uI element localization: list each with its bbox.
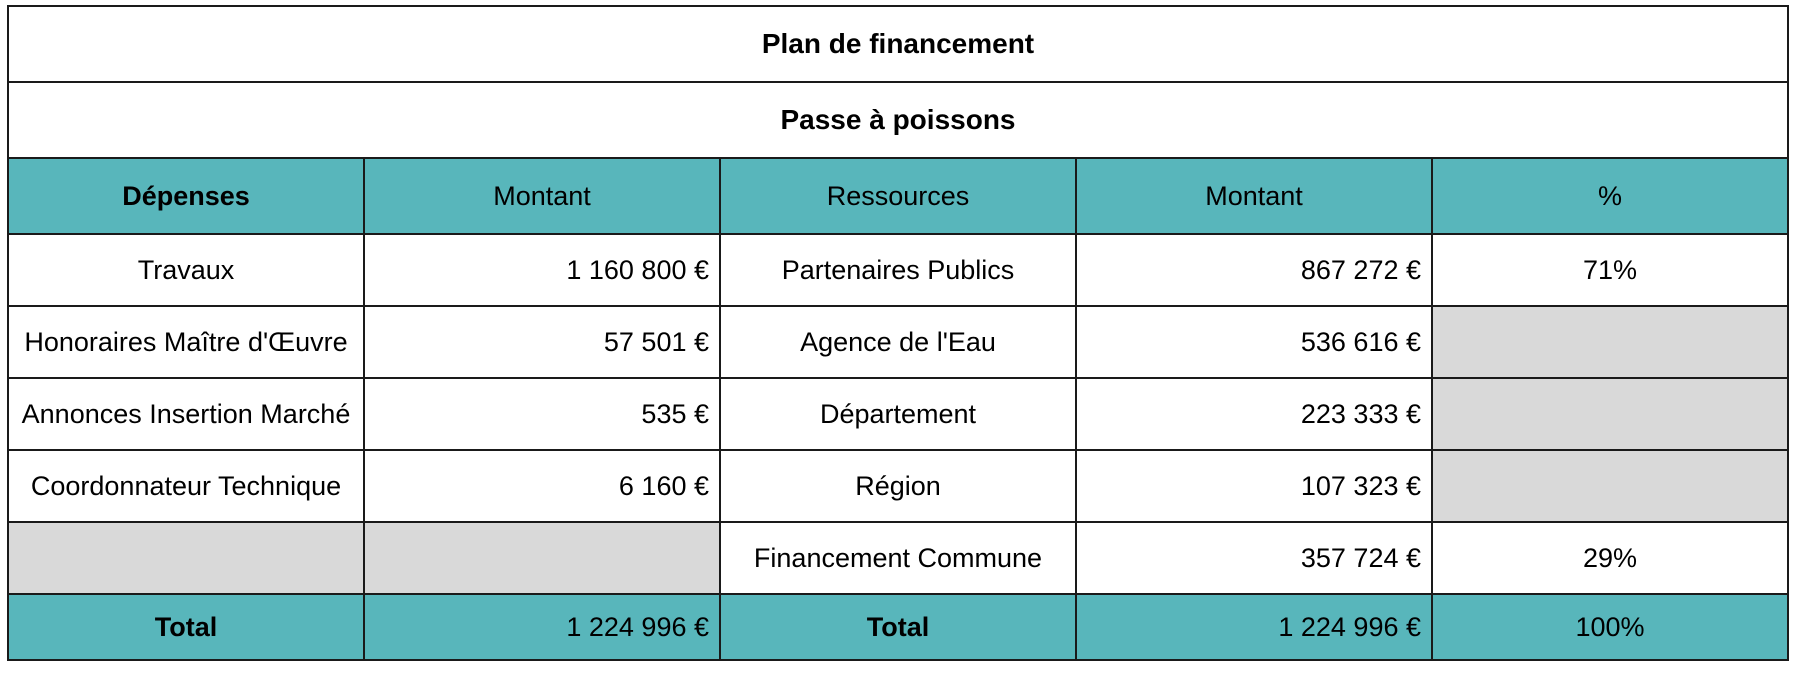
cell-montant-depense[interactable]: 1 160 800 € <box>364 234 720 306</box>
cell-montant-depense-empty[interactable] <box>364 522 720 594</box>
cell-percent-empty[interactable] <box>1432 378 1788 450</box>
header-montant-depenses[interactable]: Montant <box>364 158 720 234</box>
total-row <box>8 594 1788 660</box>
cell-ressource[interactable]: Agence de l'Eau <box>720 306 1076 378</box>
table-title[interactable]: Plan de financement <box>8 6 1788 82</box>
table-subtitle[interactable]: Passe à poissons <box>8 82 1788 158</box>
table-row <box>8 522 1788 594</box>
total-percent[interactable]: 100% <box>1432 594 1788 660</box>
cell-percent[interactable]: 29% <box>1432 522 1788 594</box>
cell-ressource[interactable]: Région <box>720 450 1076 522</box>
cell-percent-empty[interactable] <box>1432 450 1788 522</box>
cell-depense-empty[interactable] <box>8 522 364 594</box>
cell-ressource[interactable]: Département <box>720 378 1076 450</box>
total-label-ressources[interactable]: Total <box>720 594 1076 660</box>
header-ressources[interactable]: Ressources <box>720 158 1076 234</box>
cell-percent[interactable]: 71% <box>1432 234 1788 306</box>
cell-montant-ressource[interactable]: 107 323 € <box>1076 450 1432 522</box>
cell-depense[interactable]: Coordonnateur Technique <box>8 450 364 522</box>
cell-ressource[interactable]: Financement Commune <box>720 522 1076 594</box>
header-montant-ressources[interactable]: Montant <box>1076 158 1432 234</box>
total-montant-ressources[interactable]: 1 224 996 € <box>1076 594 1432 660</box>
table-row <box>8 450 1788 522</box>
table-row <box>8 234 1788 306</box>
header-depenses[interactable]: Dépenses <box>8 158 364 234</box>
table-row <box>8 306 1788 378</box>
cell-depense[interactable]: Travaux <box>8 234 364 306</box>
cell-ressource[interactable]: Partenaires Publics <box>720 234 1076 306</box>
financing-table <box>7 5 1789 661</box>
total-label-depenses[interactable]: Total <box>8 594 364 660</box>
cell-montant-ressource[interactable]: 357 724 € <box>1076 522 1432 594</box>
total-montant-depenses[interactable]: 1 224 996 € <box>364 594 720 660</box>
title-row <box>8 6 1788 82</box>
cell-montant-depense[interactable]: 535 € <box>364 378 720 450</box>
cell-depense[interactable]: Annonces Insertion Marché <box>8 378 364 450</box>
header-percent[interactable]: % <box>1432 158 1788 234</box>
financing-plan-sheet <box>7 5 1787 661</box>
cell-montant-ressource[interactable]: 223 333 € <box>1076 378 1432 450</box>
cell-montant-depense[interactable]: 6 160 € <box>364 450 720 522</box>
cell-depense[interactable]: Honoraires Maître d'Œuvre <box>8 306 364 378</box>
header-row <box>8 158 1788 234</box>
cell-montant-ressource[interactable]: 867 272 € <box>1076 234 1432 306</box>
subtitle-row <box>8 82 1788 158</box>
cell-percent-empty[interactable] <box>1432 306 1788 378</box>
table-row <box>8 378 1788 450</box>
cell-montant-depense[interactable]: 57 501 € <box>364 306 720 378</box>
cell-montant-ressource[interactable]: 536 616 € <box>1076 306 1432 378</box>
